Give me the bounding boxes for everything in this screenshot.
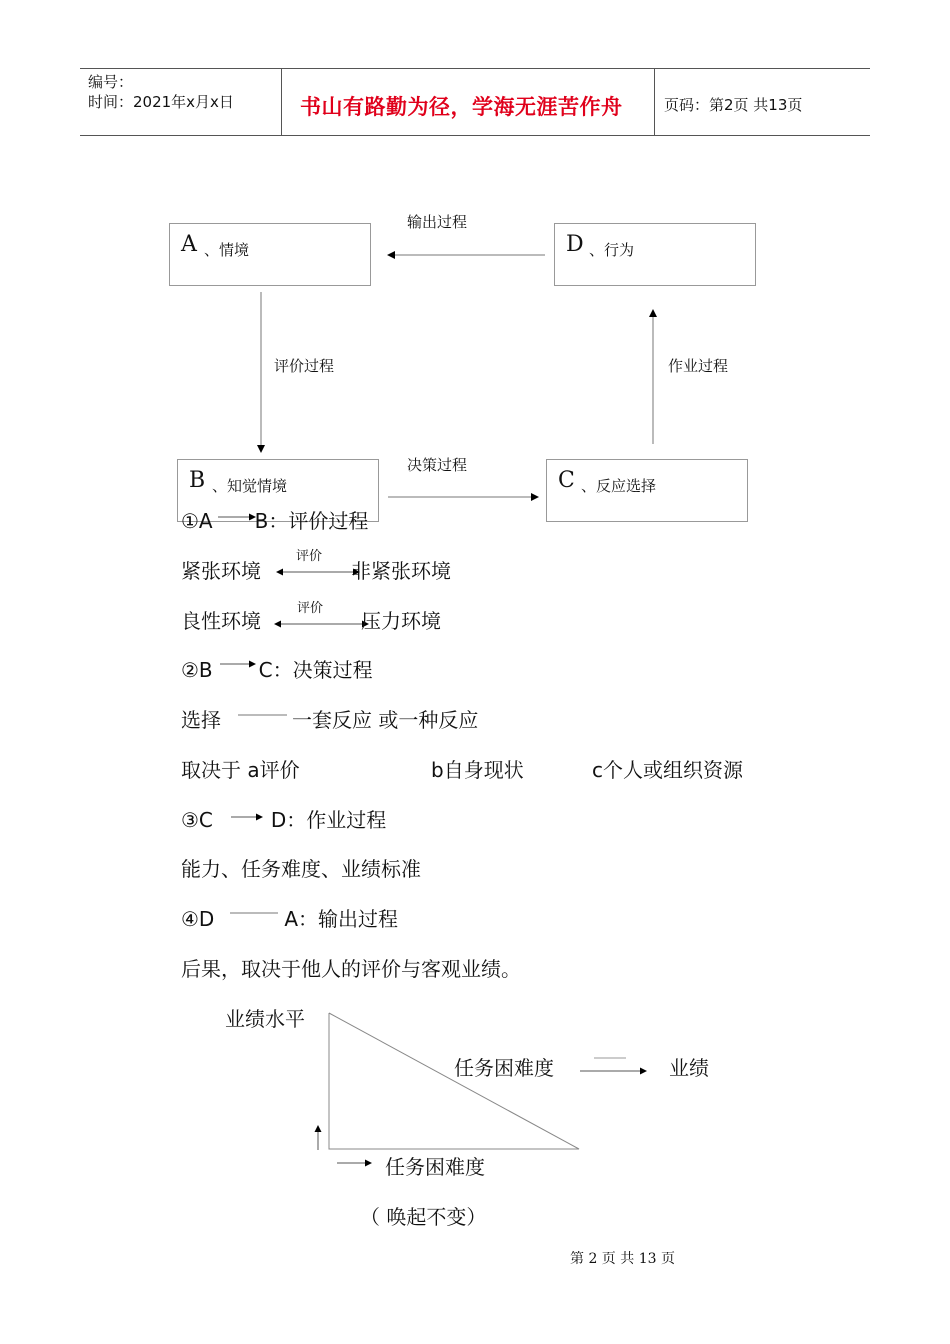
line7-b: D：作业过程 [270,808,387,832]
header-motto: 书山有路勤为径，学海无涯苦作舟 [300,95,623,119]
line-1 [181,505,368,534]
label-output-process: 输出过程 [407,213,468,231]
box-c-letter: C [558,468,575,493]
box-d-text: 、行为 [589,241,635,259]
line1-a: ①A [181,509,213,533]
header-number-label: 编号： [88,73,134,91]
box-b-text: 、知觉情境 [212,477,288,495]
line2-evaluate-label: 评价 [296,549,323,564]
line-9 [181,903,398,932]
triangle-note: （ 唤起不变） [360,1205,487,1229]
triangle-mid-label: 任务困难度 [454,1056,554,1080]
line5-left: 选择 [181,708,221,732]
line3-evaluate-label: 评价 [297,601,324,616]
line1-b: B：评价过程 [254,509,369,533]
box-d-letter: D [566,232,584,257]
line6-b: b自身现状 [431,758,524,782]
line-5 [181,704,478,733]
line5-right: 一套反应 或一种反应 [292,708,479,732]
line2-left: 紧张环境 [181,559,261,583]
page-footer: 第 2 页 共 13 页 [570,1251,675,1267]
line6-a: 取决于 a评价 [181,758,300,782]
performance-triangle [329,1013,579,1149]
line4-a: ②B [181,658,213,682]
label-operation-process: 作业过程 [668,357,729,375]
line2-right: 非紧张环境 [351,559,451,583]
header-page-label: 页码：第2页 共13页 [664,96,803,114]
line7-a: ③C [181,808,213,832]
box-a-letter: A [181,232,197,257]
line-10: 后果，取决于他人的评价与客观业绩。 [181,957,521,981]
label-decision-process: 决策过程 [407,456,468,474]
line3-right: 压力环境 [361,609,441,633]
label-evaluate-process: 评价过程 [274,357,335,375]
box-b-letter: B [189,468,206,493]
line-7 [181,804,386,833]
triangle-x-label: 任务困难度 [385,1155,485,1179]
triangle-mid-result: 业绩 [669,1056,709,1080]
line6-c: c个人或组织资源 [592,758,743,782]
line4-b: C：决策过程 [258,658,373,682]
triangle-y-label: 业绩水平 [225,1007,305,1031]
box-a-text: 、情境 [204,241,250,259]
line9-b: A：输出过程 [284,907,399,931]
line-6 [181,754,300,783]
line-8: 能力、任务难度、业绩标准 [181,857,421,881]
box-c-text: 、反应选择 [581,477,657,495]
line3-left: 良性环境 [181,609,261,633]
header-time-label: 时间：2021年x月x日 [88,93,234,111]
line9-a: ④D [181,907,215,931]
line-4 [181,654,373,683]
